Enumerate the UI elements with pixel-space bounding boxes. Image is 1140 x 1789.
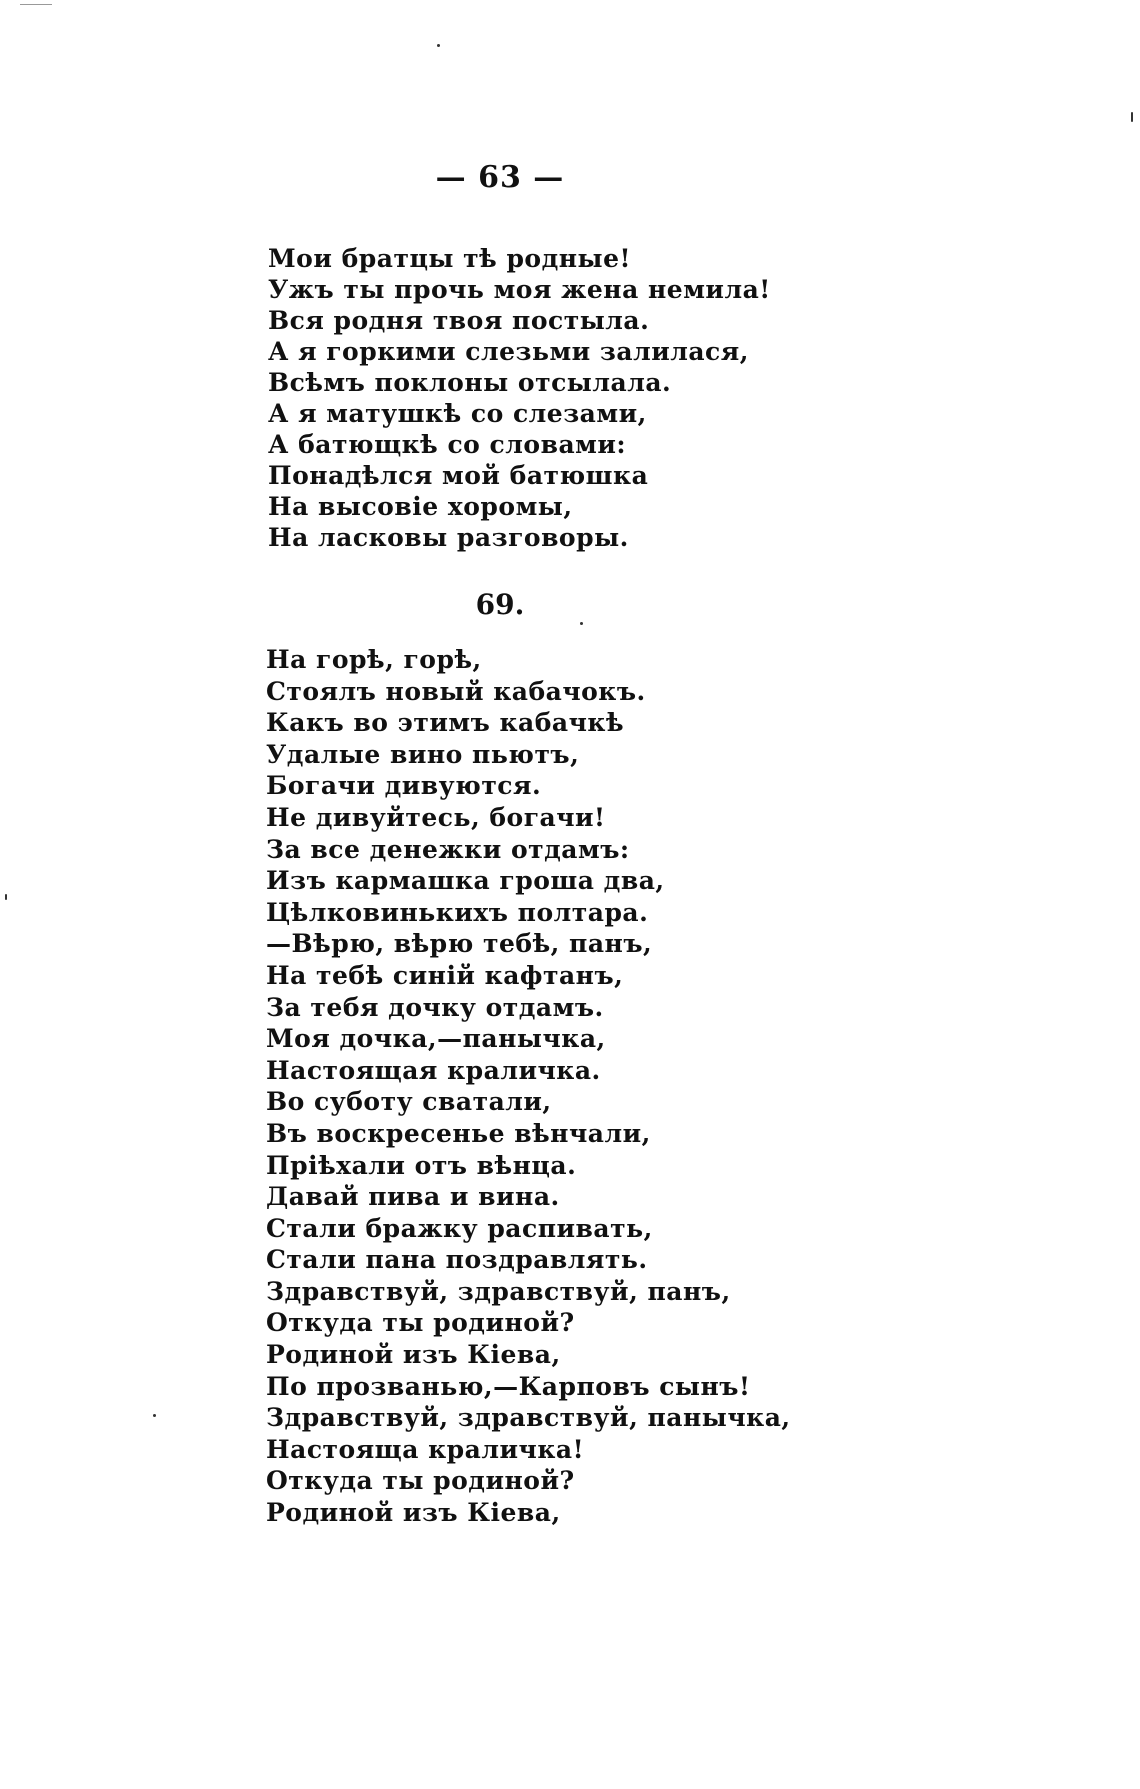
verse-line: За все денежки отдамъ: (266, 834, 630, 864)
verse-line: Цѣлковинькихъ полтара. (266, 897, 649, 927)
verse-line: На горѣ, горѣ, (266, 645, 482, 674)
verse-line: Какъ во этимъ кабачкѣ (266, 708, 625, 738)
verse-line: Настоящая краличка. (266, 1055, 601, 1085)
verse-line: Въ воскресенье вѣнчали, (266, 1118, 651, 1148)
scan-speck (1131, 112, 1133, 122)
verse-line: А я горкими слезьми залилася, (268, 337, 749, 366)
verse-line: Ужъ ты прочь моя жена немила! (268, 275, 771, 304)
poem-number: 69. (475, 588, 525, 621)
scan-speck (437, 44, 440, 47)
verse-line: Всѣмъ поклоны отсылала. (268, 368, 672, 397)
scan-speck (5, 894, 7, 900)
verse-line: Здравствуй, здравствуй, панъ, (266, 1276, 731, 1306)
verse-line: На высовіе хоромы, (268, 492, 573, 521)
scan-speck (153, 1414, 156, 1417)
verse-line: Откуда ты родиной? (266, 1466, 575, 1496)
verse-line: Вся родня твоя постыла. (268, 306, 650, 335)
verse-line: Пріѣхали отъ вѣнца. (266, 1150, 577, 1180)
verse-line: По прозванью,—Карповъ сынъ! (266, 1371, 751, 1401)
verse-line: Мои братцы тѣ родные! (268, 244, 632, 273)
verse-line: Родиной изъ Кіева, (266, 1498, 561, 1528)
verse-line: Родиной изъ Кіева, (266, 1340, 561, 1370)
verse-line: Давай пива и вина. (266, 1182, 560, 1212)
verse-line: За тебя дочку отдамъ. (266, 992, 604, 1022)
verse-line: Откуда ты родиной? (266, 1308, 575, 1338)
scan-speck (580, 622, 583, 625)
verse-line: А батющкѣ со словами: (268, 430, 627, 459)
verse-line: На тебѣ синій кафтанъ, (266, 960, 624, 990)
verse-line: А я матушкѣ со слезами, (268, 399, 647, 428)
verse-line: —Вѣрю, вѣрю тебѣ, панъ, (266, 929, 653, 959)
poem-69 (266, 644, 791, 1529)
verse-line: Стали пана поздравлять. (266, 1245, 648, 1275)
verse-line: Понадѣлся мой батюшка (268, 461, 649, 490)
scan-speck (20, 4, 52, 5)
verse-line: Стали бражку распивать, (266, 1213, 653, 1243)
verse-line: Удалые вино пьютъ, (266, 739, 580, 769)
verse-line: Не дивуйтесь, богачи! (266, 802, 606, 832)
verse-line: На ласковы разговоры. (268, 523, 629, 552)
previous-poem-ending (268, 243, 771, 553)
verse-line: Настояща краличка! (266, 1434, 585, 1464)
verse-line: Стоялъ новый кабачокъ. (266, 676, 646, 706)
page-number-header: — 63 — (435, 160, 565, 195)
verse-line: Во суботу сватали, (266, 1087, 552, 1117)
verse-line: Богачи дивуются. (266, 771, 542, 801)
verse-line: Здравствуй, здравствуй, панычка, (266, 1403, 791, 1433)
verse-line: Моя дочка,—панычка, (266, 1024, 606, 1054)
verse-line: Изъ кармашка гроша два, (266, 866, 665, 896)
